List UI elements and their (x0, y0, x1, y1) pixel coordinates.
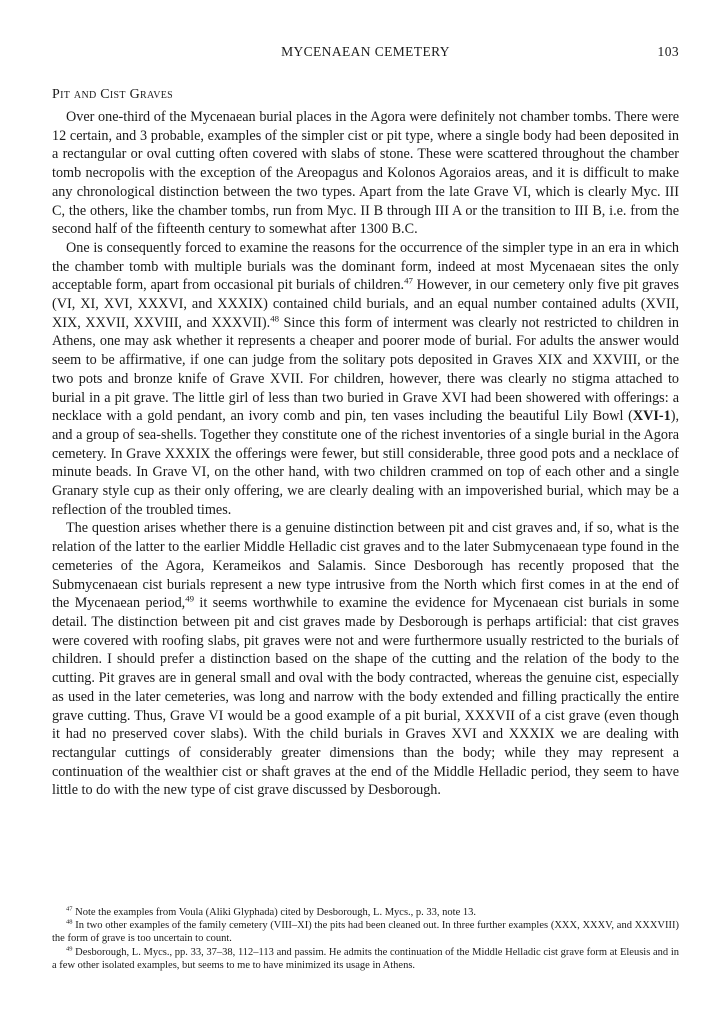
footnote-ref-48: 48 (270, 313, 279, 323)
paragraph-text: However, in our cemetery only five pit graves (VI, XI, XVI, XXXVI, and XXXIX) contained child burials, and an equal number contained adults (XVII, XIX, XXVII, XXVIII, and XXXVII). (52, 277, 679, 331)
paragraph-text: ), and a group of sea-shells. Together they constitute one of the richest inventories of a single burial in the Agora cemetery. In Grave XXXIX the offerings were fewer, but still considerable, three good pots and a necklace of minute beads. In Grave VI, on the other hand, with two children crammed on top of each other and a single Granary style cup as their only offering, we are clearly dealing with an impoverished burial, which may be a reflection of the troubled times. (52, 408, 679, 518)
paragraph-text: it seems worthwhile to examine the evidence for Mycenaean cist burials in some detail. The distinction between pit and cist graves made by Desborough is perhaps artificial: that cist graves were covered with roofing slabs, pit graves were not and were furthermore usually restricted to the burials of children. I should prefer a distinction based on the shape of the cutting and the relation of the body to the cutting. Pit graves are in general small and oval with the body contracted, whereas the genuine cist, especially as used in the later cemeteries, was long and narrow with the body extended and filling practically the entire grave cutting. Thus, Grave VI would be a good example of a pit burial, XXXVII of a cist grave (even though it had no preserved cover slabs). With the child burials in Graves XVI and XXXIX we are dealing with rectangular cuttings of considerably greater dimensions than the body; while they may represent a continuation of the wealthier cist or shaft graves at the end of the Middle Helladic period, they seem to have little to do with the new type of cist grave discussed by Desborough. (52, 595, 679, 799)
footnote-49 (52, 946, 679, 972)
paragraph-text: Since this form of interment was clearly not restricted to children in Athens, one may ask whether it represents a cheaper and poorer mode of burial. For adults the answer would seem to be affirmative, if one can judge from the solitary pots deposited in Graves XIX and XXVIII, or the two pots and bronze knife of Grave XVII. For children, however, there was clearly no stigma attached to burial in a pit grave. The little girl of less than two buried in Grave XVI had been showered with offerings: a necklace with a gold pendant, an ivory comb and pin, ten vases including the beautiful Lily Bowl ( (52, 314, 679, 425)
footnote-47 (52, 906, 679, 919)
running-head (52, 44, 679, 64)
footnote-ref-47: 47 (404, 275, 413, 286)
paragraph-1 (52, 108, 679, 239)
footnote-number: 47 (66, 905, 73, 913)
page-number: 103 (657, 44, 679, 59)
paragraph-1-text: Over one-third of the Mycenaean burial places in the Agora were definitely not chamber tombs. There were 12 certain, and 3 probable, examples of the simpler cist or pit type, where a single body had been deposited in a rectangular or oval cutting often covered with slabs of stone. These were scattered throughout the chamber tomb necropolis with the exception of the Areopagus and Kolonos Agoraios areas, and it is difficult to make any chronological distinction between the two types. Apart from the late Grave VI, which is clearly Myc. III C, the others, like the chamber tombs, run from Myc. II B through III A or the transition to III B, i.e. from the second half of the fifteenth century to somewhat after 1300 B.C. (52, 109, 679, 238)
section-heading: Pit and Cist Graves (52, 87, 174, 102)
paragraph-3 (52, 519, 679, 800)
paragraph-text: One is consequently forced to examine the reasons for the occurrence of the simpler type in an era in which the chamber tomb with multiple burials was the dominant form, indeed at most Mycenaean sites the only acceptable form, apart from occasional pit burials of children. (52, 239, 679, 294)
footnote-ref-49: 49 (185, 593, 195, 604)
body-text (52, 108, 679, 800)
running-title: MYCENAEAN CEMETERY (281, 44, 450, 59)
footnote-text: Desborough, L. Mycs., pp. 33, 37–38, 112–113 and passim. He admits the continuation of the Middle Helladic cist grave form at Eleusis and in a few other isolated examples, but seems to me to have minimized its usage in Athens. (52, 946, 679, 971)
catalogue-reference: XVI-1 (632, 408, 671, 425)
footnote-number: 49 (66, 945, 73, 953)
footnote-48 (52, 919, 679, 945)
paragraph-2 (52, 239, 679, 520)
footnote-number: 48 (66, 918, 73, 926)
footnote-text: In two other examples of the family cemetery (VIII–XI) the pits had been cleaned out. In three further examples (XXX, XXXV, and XXXVIII) the form of grave is too uncertain to count. (52, 920, 679, 945)
paragraph-text: The question arises whether there is a genuine distinction between pit and cist graves and, if so, what is the relation of the latter to the earlier Middle Helladic cist graves and to the later Submycenaean type found in the cemeteries of the Agora, Kerameikos and Salamis. Since Desborough has recently proposed that the Submycenaean cist burials represent a new type intrusive from the North which first comes in at the end of the Mycenaean period, (52, 520, 679, 612)
footnotes (52, 906, 679, 972)
footnote-text: Note the examples from Voula (Aliki Glyphada) cited by Desborough, L. Mycs., p. 33, note 13. (72, 907, 476, 918)
